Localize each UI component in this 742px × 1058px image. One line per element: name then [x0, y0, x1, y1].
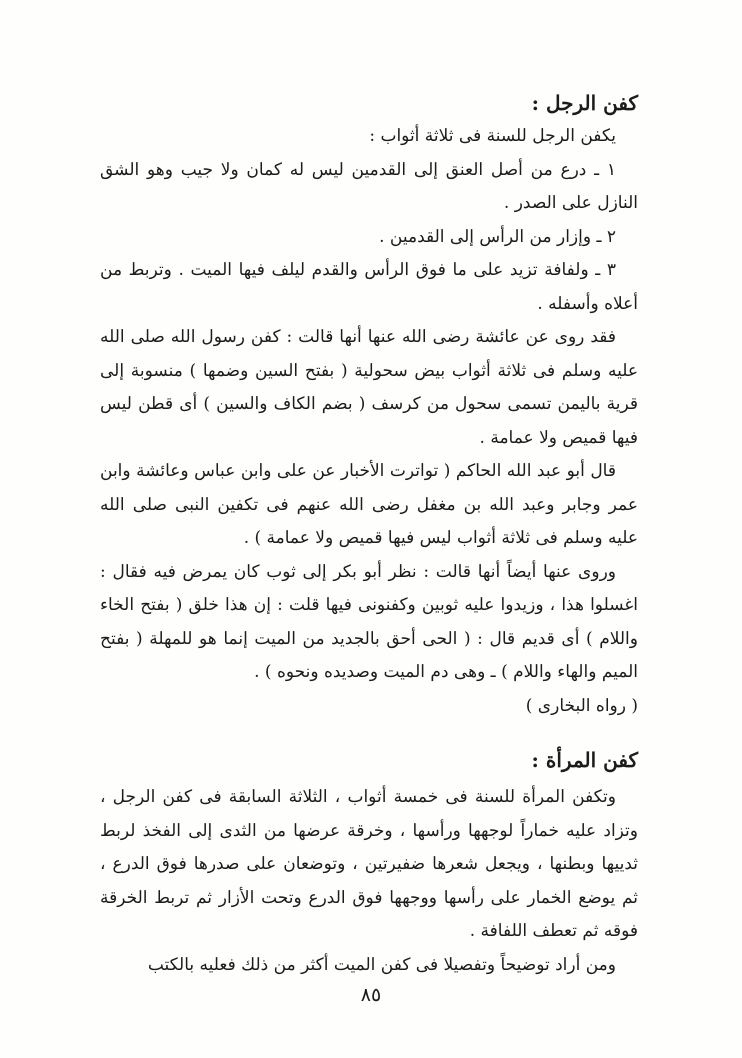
paragraph-item-2: ٢ ـ وإزار من الرأس إلى القدمين . [379, 226, 616, 247]
paragraph-abu-bakr-narration: وروى عنها أيضاً أنها قالت : نظر أبو بكر إلى ثوب كان يمرض فيه فقال : اغسلوا هذا ، وزيدوا عليه ثوبين وكفنونى فيها قلت : إن هذا خلق ( بفتح الخاء واللام ) أى قديم قال : ( الحى أحق بالجديد من الميت إنما هو للمهلة ( بفتح الميم والهاء واللام ) ـ وهى دم الميت وصديده ونحوه ) . [100, 561, 638, 682]
paragraph-further-reading: ومن أراد توضيحاً وتفصيلا فى كفن الميت أكثر من ذلك فعليه بالكتب [147, 954, 616, 975]
paragraph: يكفن الرجل للسنة فى ثلاثة أثواب : [369, 126, 616, 146]
paragraph-item-3: ٣ ـ ولفافة تزيد على ما فوق الرأس والقدم ليلف فيها الميت . وتربط من أعلاه وأسفله . [100, 260, 638, 314]
paragraph-women-shroud: وتكفن المرأة للسنة فى خمسة أثواب ، الثلاثة السابقة فى كفن الرجل ، وتزاد عليه خماراً لوجهها ورأسها ، وخرقة عرضها من الثدى إلى الفخذ لربط ثدييها وبطنها ، ويجعل شعرها ضفيرتين ، وتوضعان على صدرها فوق الدرع ، ثم يوضع الخمار على رأسها ووجهها فوق الدرع وتحت الأزار ثم تربط الخرقة فوقه ثم تعطف اللفافة . [100, 787, 638, 941]
paragraph-hakim-quote: قال أبو عبد الله الحاكم ( تواترت الأخبار عن على وابن عباس وعائشة وابن عمر وجابر وعبد الله بن مغفل رضى الله عنهم فى تكفين النبى صلى الله عليه وسلم فى ثلاثة أثواب ليس فيها قميص ولا عمامة ) . [100, 461, 638, 548]
paragraph-aisha-narration: فقد روى عن عائشة رضى الله عنها أنها قالت : كفن رسول الله صلى الله عليه وسلم فى ثلاثة أثواب بيض سحولية ( بفتح السين وضمها ) منسوبة إلى قرية باليمن تسمى سحول من كرسف ( بضم الكاف والسين ) أى قطن ليس فيها قميص ولا عمامة . [100, 327, 638, 448]
section-heading-men-shroud: كفن الرجل : [531, 91, 638, 115]
hadith-reference: ( رواه البخارى ) [525, 695, 638, 716]
page-body [100, 88, 638, 982]
paragraph-item-1: ١ ـ درع من أصل العنق إلى القدمين ليس له كمان ولا جيب وهو الشق النازل على الصدر . [100, 159, 638, 213]
section-heading-women-shroud: كفن المرأة : [531, 748, 638, 772]
page-number: ٨٥ [360, 984, 382, 1006]
